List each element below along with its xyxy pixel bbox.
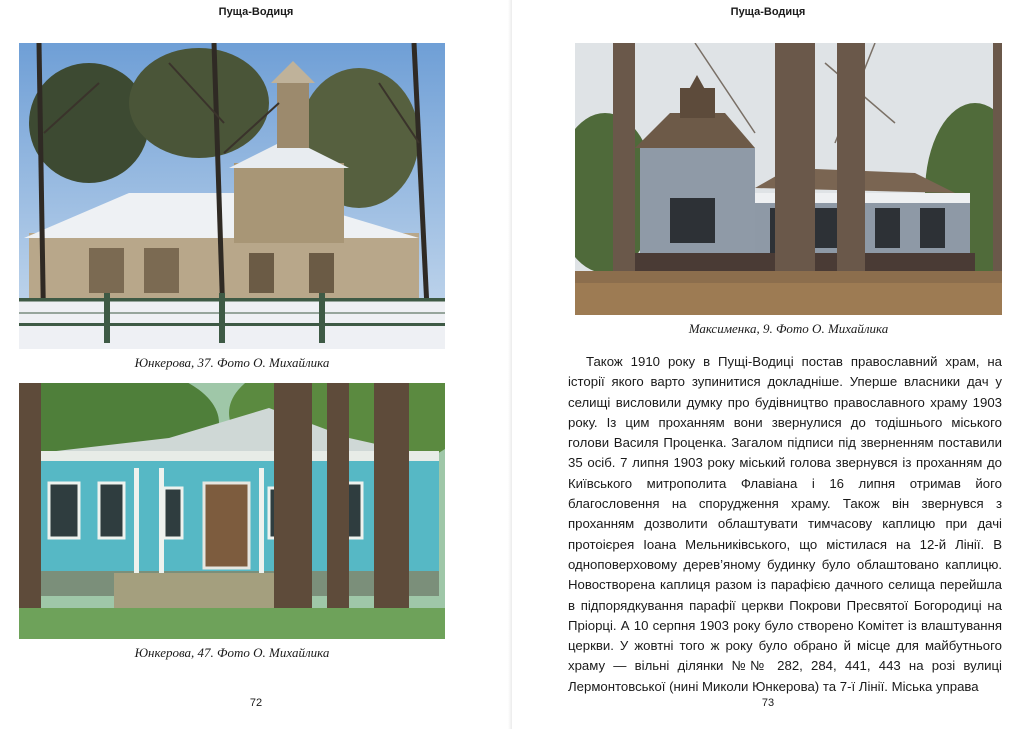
photo-winter-villa bbox=[19, 43, 445, 349]
photo-caption-2: Юнкерова, 47. Фото О. Михайлика bbox=[134, 645, 330, 660]
photo-caption-1: Юнкерова, 37. Фото О. Михайлика bbox=[134, 355, 330, 370]
body-text: Також 1910 року в Пущі-Водиці постав православний храм, на історії якого варто зупинитися докладніше. Уперше власники дач у селищі висловили думку про будівництво православного храму 1903 року. Із цим проханням вони звернулися до тодішнього міського голови Василя Проценка. Загалом підписи під зверненням поставили 35 осіб. 7 липня 1903 року міський голова звернувся із проханням до Київського митрополита Флавіана і 16 липня отримав його благословення на спорудження храму. Також він звернувся з проханням дозволити облаштувати тимчасову каплицю при дачі протоієрея Іоана Мельниківського, що містилася на 12-й Лінії. В одноповерховому дерев’яному будинку було облаштовано каплицю. Новостворена каплиця разом із парафією дачного селища перейшла в підпорядкування парафії церкви Покрови Пресвятої Богородиці на Пріорці. А 10 серпня 1903 року було створено Комітет із влаштування церкви. У жовтні того ж року було обрано й місце для майбутнього храму — вільні ділянки №№ 282, 284, 441, 443 на розі вулиці Лермонтовської (нині Миколи Юнкерова) та 7-ї Лінії. Міська управа bbox=[568, 354, 1002, 694]
page-number-right: 73 bbox=[761, 697, 775, 709]
photo-gray-villa bbox=[575, 43, 1002, 315]
photo-caption-3: Максименка, 9. Фото О. Михайлика bbox=[688, 321, 889, 336]
running-head-right: Пуща-Водиця bbox=[730, 6, 806, 18]
page-number-left: 72 bbox=[249, 697, 263, 709]
photo-turquoise-villa bbox=[19, 383, 445, 639]
running-head-left: Пуща-Водиця bbox=[218, 6, 294, 18]
